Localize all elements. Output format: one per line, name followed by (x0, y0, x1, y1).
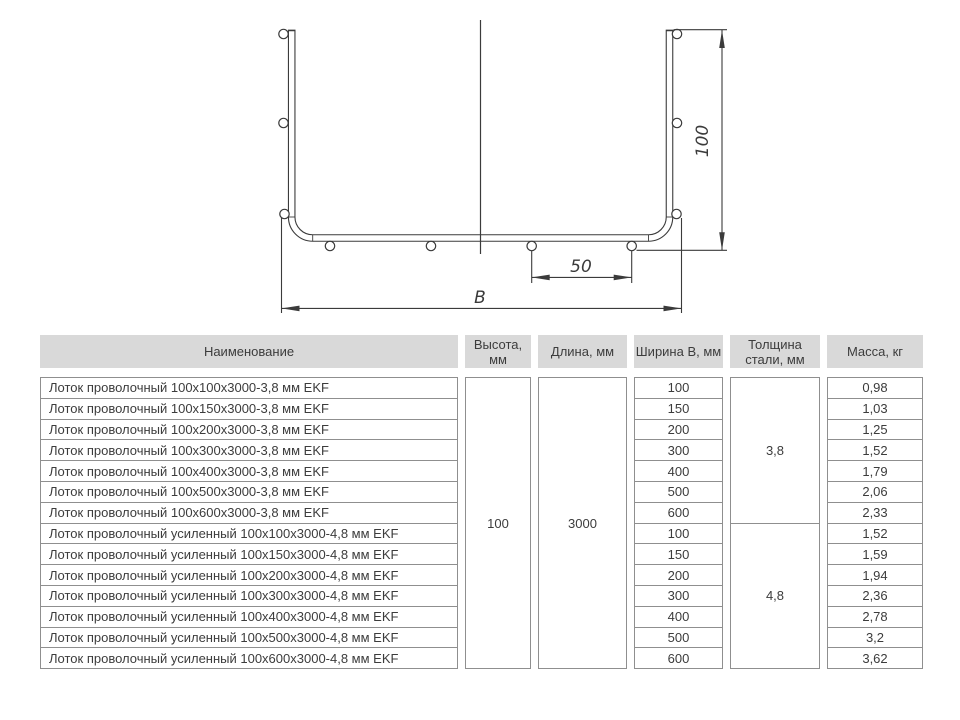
width-value-cell: 500 (634, 627, 723, 649)
column-thickness (730, 335, 820, 669)
product-name-cell: Лоток проволочный 100х500х3000-3,8 мм EKF (40, 481, 458, 503)
mass-value-cell: 0,98 (827, 377, 923, 399)
product-name-cell: Лоток проволочный 100х100х3000-3,8 мм EKF (40, 377, 458, 399)
wire-end-circle (280, 209, 289, 218)
product-name-cell: Лоток проволочный усиленный 100х500х3000-4,8 мм EKF (40, 627, 458, 649)
product-name-cell: Лоток проволочный 100х300х3000-3,8 мм EKF (40, 439, 458, 461)
column-header-length: Длина, мм (538, 335, 627, 368)
mass-value-cell: 1,52 (827, 439, 923, 461)
wire-end-circle (672, 209, 681, 218)
product-name-cell: Лоток проволочный 100х600х3000-3,8 мм EKF (40, 502, 458, 524)
wire-end-circle (672, 29, 681, 38)
width-value-cell: 100 (634, 377, 723, 399)
width-value-cell: 400 (634, 460, 723, 482)
column-mass-body (827, 377, 923, 669)
width-value-cell: 400 (634, 606, 723, 628)
spec-table (40, 335, 923, 669)
wire-end-circle (426, 241, 435, 250)
pitch-dimension-label: 50 (570, 257, 592, 277)
column-header-mass: Масса, кг (827, 335, 923, 368)
width-value-cell: 200 (634, 419, 723, 441)
mass-value-cell: 2,78 (827, 606, 923, 628)
width-value-cell: 500 (634, 481, 723, 503)
width-value-cell: 600 (634, 502, 723, 524)
mass-value-cell: 1,25 (827, 419, 923, 441)
mass-value-cell: 1,94 (827, 564, 923, 586)
tray-cross-section-diagram (0, 0, 960, 330)
dimension-arrowheads (282, 30, 725, 311)
width-value-cell: 600 (634, 647, 723, 669)
column-length (538, 335, 627, 669)
wire-end-circle (279, 118, 288, 127)
width-value-cell: 300 (634, 439, 723, 461)
mass-value-cell: 2,33 (827, 502, 923, 524)
column-header-name: Наименование (40, 335, 458, 368)
column-name (40, 335, 458, 669)
wire-end-circle (279, 29, 288, 38)
width-value-cell: 200 (634, 564, 723, 586)
width-dimension-label: B (474, 288, 486, 308)
product-name-cell: Лоток проволочный 100х200х3000-3,8 мм EKF (40, 419, 458, 441)
product-name-cell: Лоток проволочный усиленный 100х300х3000-4,8 мм EKF (40, 585, 458, 607)
mass-value-cell: 2,06 (827, 481, 923, 503)
wire-end-circle (527, 241, 536, 250)
length-merged-cell: 3000 (538, 377, 627, 669)
thickness-group-cell: 3,8 (730, 377, 820, 524)
product-name-cell: Лоток проволочный усиленный 100х200х3000-4,8 мм EKF (40, 564, 458, 586)
mass-value-cell: 1,03 (827, 398, 923, 420)
column-width (634, 335, 723, 669)
column-name-body (40, 377, 458, 669)
product-name-cell: Лоток проволочный усиленный 100х150х3000-4,8 мм EKF (40, 543, 458, 565)
width-value-cell: 150 (634, 398, 723, 420)
column-width-body (634, 377, 723, 669)
wire-end-circle (325, 241, 334, 250)
column-header-thickness: Толщина стали, мм (730, 335, 820, 368)
mass-value-cell: 1,79 (827, 460, 923, 482)
width-value-cell: 150 (634, 543, 723, 565)
column-header-height: Высота, мм (465, 335, 531, 368)
width-value-cell: 300 (634, 585, 723, 607)
height-dimension-label: 100 (693, 124, 713, 158)
product-name-cell: Лоток проволочный 100х400х3000-3,8 мм EKF (40, 460, 458, 482)
thickness-group-cell: 4,8 (730, 523, 820, 670)
wire-end-circle (627, 241, 636, 250)
column-height (465, 335, 531, 669)
width-value-cell: 100 (634, 523, 723, 545)
dimension-height (637, 30, 728, 251)
product-name-cell: Лоток проволочный усиленный 100х600х3000-4,8 мм EKF (40, 647, 458, 669)
product-name-cell: Лоток проволочный 100х150х3000-3,8 мм EKF (40, 398, 458, 420)
mass-value-cell: 1,59 (827, 543, 923, 565)
product-name-cell: Лоток проволочный усиленный 100х400х3000-4,8 мм EKF (40, 606, 458, 628)
product-name-cell: Лоток проволочный усиленный 100х100х3000-4,8 мм EKF (40, 523, 458, 545)
column-header-width: Ширина B, мм (634, 335, 723, 368)
mass-value-cell: 3,2 (827, 627, 923, 649)
column-mass (827, 335, 923, 669)
mass-value-cell: 1,52 (827, 523, 923, 545)
height-merged-cell: 100 (465, 377, 531, 669)
mass-value-cell: 2,36 (827, 585, 923, 607)
mass-value-cell: 3,62 (827, 647, 923, 669)
wire-end-circle (672, 118, 681, 127)
